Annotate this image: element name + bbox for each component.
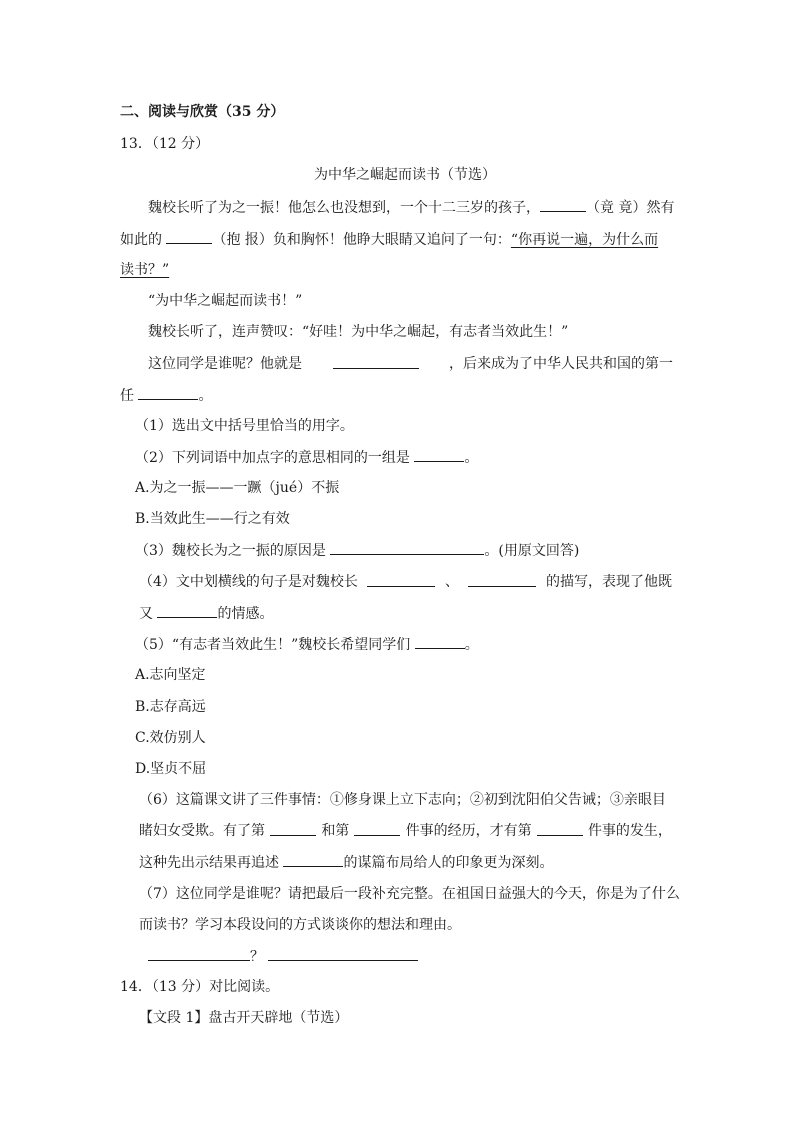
answer-blank[interactable] — [415, 634, 465, 649]
option-2A[interactable]: A.为之一振——一蹶（jué）不振 — [135, 480, 340, 496]
passage-p2: “为中华之崛起而读书！” — [148, 293, 303, 309]
question-text: ？ — [250, 949, 264, 965]
question-text: （5）“有志者当效此生！”魏校长希望同学们 — [135, 637, 411, 653]
passage-text: 魏校长听了为之一振！他怎么也没想到，一个十二三岁的孩子， — [148, 200, 540, 216]
sub-question-6-line1: （6）这篇课文讲了三件事情：①修身课上立下志向；②初到沈阳伯父告诫；③亲眼目 — [139, 792, 666, 808]
passage-title: 为中华之崛起而读书（节选） — [314, 167, 496, 183]
passage-p1-line2 — [120, 229, 658, 250]
question-14-number: 14．（13 分）对比阅读。 — [120, 979, 280, 995]
answer-blank[interactable] — [354, 821, 400, 836]
passage-text: 任 — [120, 388, 134, 404]
question-text: （2）下列词语中加点字的意思相同的一组是 — [135, 450, 410, 466]
underlined-sentence-end: 读书？” — [120, 262, 170, 278]
question-text: 。 — [464, 450, 479, 466]
answer-blank[interactable] — [283, 852, 343, 867]
option-2B[interactable]: B.当效此生——行之有效 — [135, 511, 290, 527]
answer-blank[interactable] — [468, 572, 536, 587]
sub-question-1: （1）选出文中括号里恰当的用字。 — [135, 418, 354, 434]
question-text: 又 — [139, 606, 153, 622]
sub-question-3 — [135, 540, 579, 561]
question-text: 这种先出示结果再追述 — [139, 855, 279, 871]
question-text: （4）文中划横线的句子是对魏校长 — [139, 574, 358, 590]
answer-blank[interactable] — [268, 946, 418, 961]
sub-question-4-line2 — [139, 603, 273, 624]
passage-text: （抱 报）负和胸怀！他睁大眼睛又追问了一句： — [212, 232, 511, 248]
passage-text: （竟 竟）然有 — [586, 200, 675, 216]
section-heading: 二、阅读与欣赏（35 分） — [120, 104, 285, 120]
sub-question-7-line1: （7）这位同学是谁呢？请把最后一段补充完整。在祖国日益强大的今天，你是为了什么 — [139, 886, 680, 902]
underlined-sentence: “你再说一遍，为什么而 — [510, 232, 659, 248]
question-text: 睹妇女受欺。有了第 — [139, 823, 265, 839]
sub-question-5 — [135, 634, 479, 655]
answer-blank[interactable] — [367, 572, 435, 587]
passage-p4-line2 — [120, 385, 212, 406]
answer-blank[interactable] — [138, 385, 198, 400]
question-14-section: 【文段 1】盘古开天辟地（节选） — [139, 1010, 349, 1026]
answer-blank[interactable] — [537, 821, 583, 836]
answer-blank[interactable] — [330, 540, 484, 555]
sub-question-4-line1 — [139, 572, 672, 592]
passage-text: 这位同学是谁呢？他就是 — [148, 356, 302, 372]
answer-blank[interactable] — [166, 229, 212, 244]
answer-blank[interactable] — [333, 354, 419, 369]
question-13-number: 13．（12 分） — [120, 136, 210, 152]
passage-text: ，后来成为了中华人民共和国的第一 — [449, 356, 673, 372]
passage-p4-line1 — [148, 354, 673, 374]
passage-p3: 魏校长听了，连声赞叹：“好哇！为中华之崛起，有志者当效此生！” — [148, 324, 569, 340]
sub-question-6-line2 — [139, 821, 672, 841]
sub-question-7-answer-line — [148, 946, 418, 967]
question-text: 件事的发生， — [587, 823, 672, 839]
passage-p1-line1 — [148, 197, 674, 218]
option-5A[interactable]: A.志向坚定 — [135, 667, 206, 683]
answer-blank[interactable] — [157, 603, 217, 618]
question-text: 的描写，表现了他既 — [545, 574, 672, 590]
option-5C[interactable]: C.效仿别人 — [135, 730, 206, 746]
answer-blank[interactable] — [148, 946, 250, 961]
passage-text: 。 — [198, 388, 213, 404]
sub-question-2 — [135, 447, 478, 468]
question-text: 。 — [464, 637, 479, 653]
passage-text: 如此的 — [120, 232, 162, 248]
sub-question-7-line2: 而读书？学习本段设问的方式谈谈你的想法和理由。 — [139, 917, 461, 933]
question-text: 的谋篇布局给人的印象更为深刻。 — [343, 855, 554, 871]
question-text: 。(用原文回答) — [484, 543, 580, 559]
option-5B[interactable]: B.志存高远 — [135, 699, 206, 715]
answer-blank[interactable] — [414, 447, 464, 462]
question-text: 的情感。 — [217, 606, 274, 622]
question-text: 、 — [444, 574, 459, 590]
question-text: 件事的经历，才有第 — [405, 823, 532, 839]
option-5D[interactable]: D.坚贞不屈 — [135, 761, 207, 777]
question-text: 和第 — [321, 823, 350, 839]
question-text: （3）魏校长为之一振的原因是 — [135, 543, 326, 559]
sub-question-6-line3 — [139, 852, 553, 873]
answer-blank[interactable] — [540, 197, 586, 212]
answer-blank[interactable] — [270, 821, 316, 836]
